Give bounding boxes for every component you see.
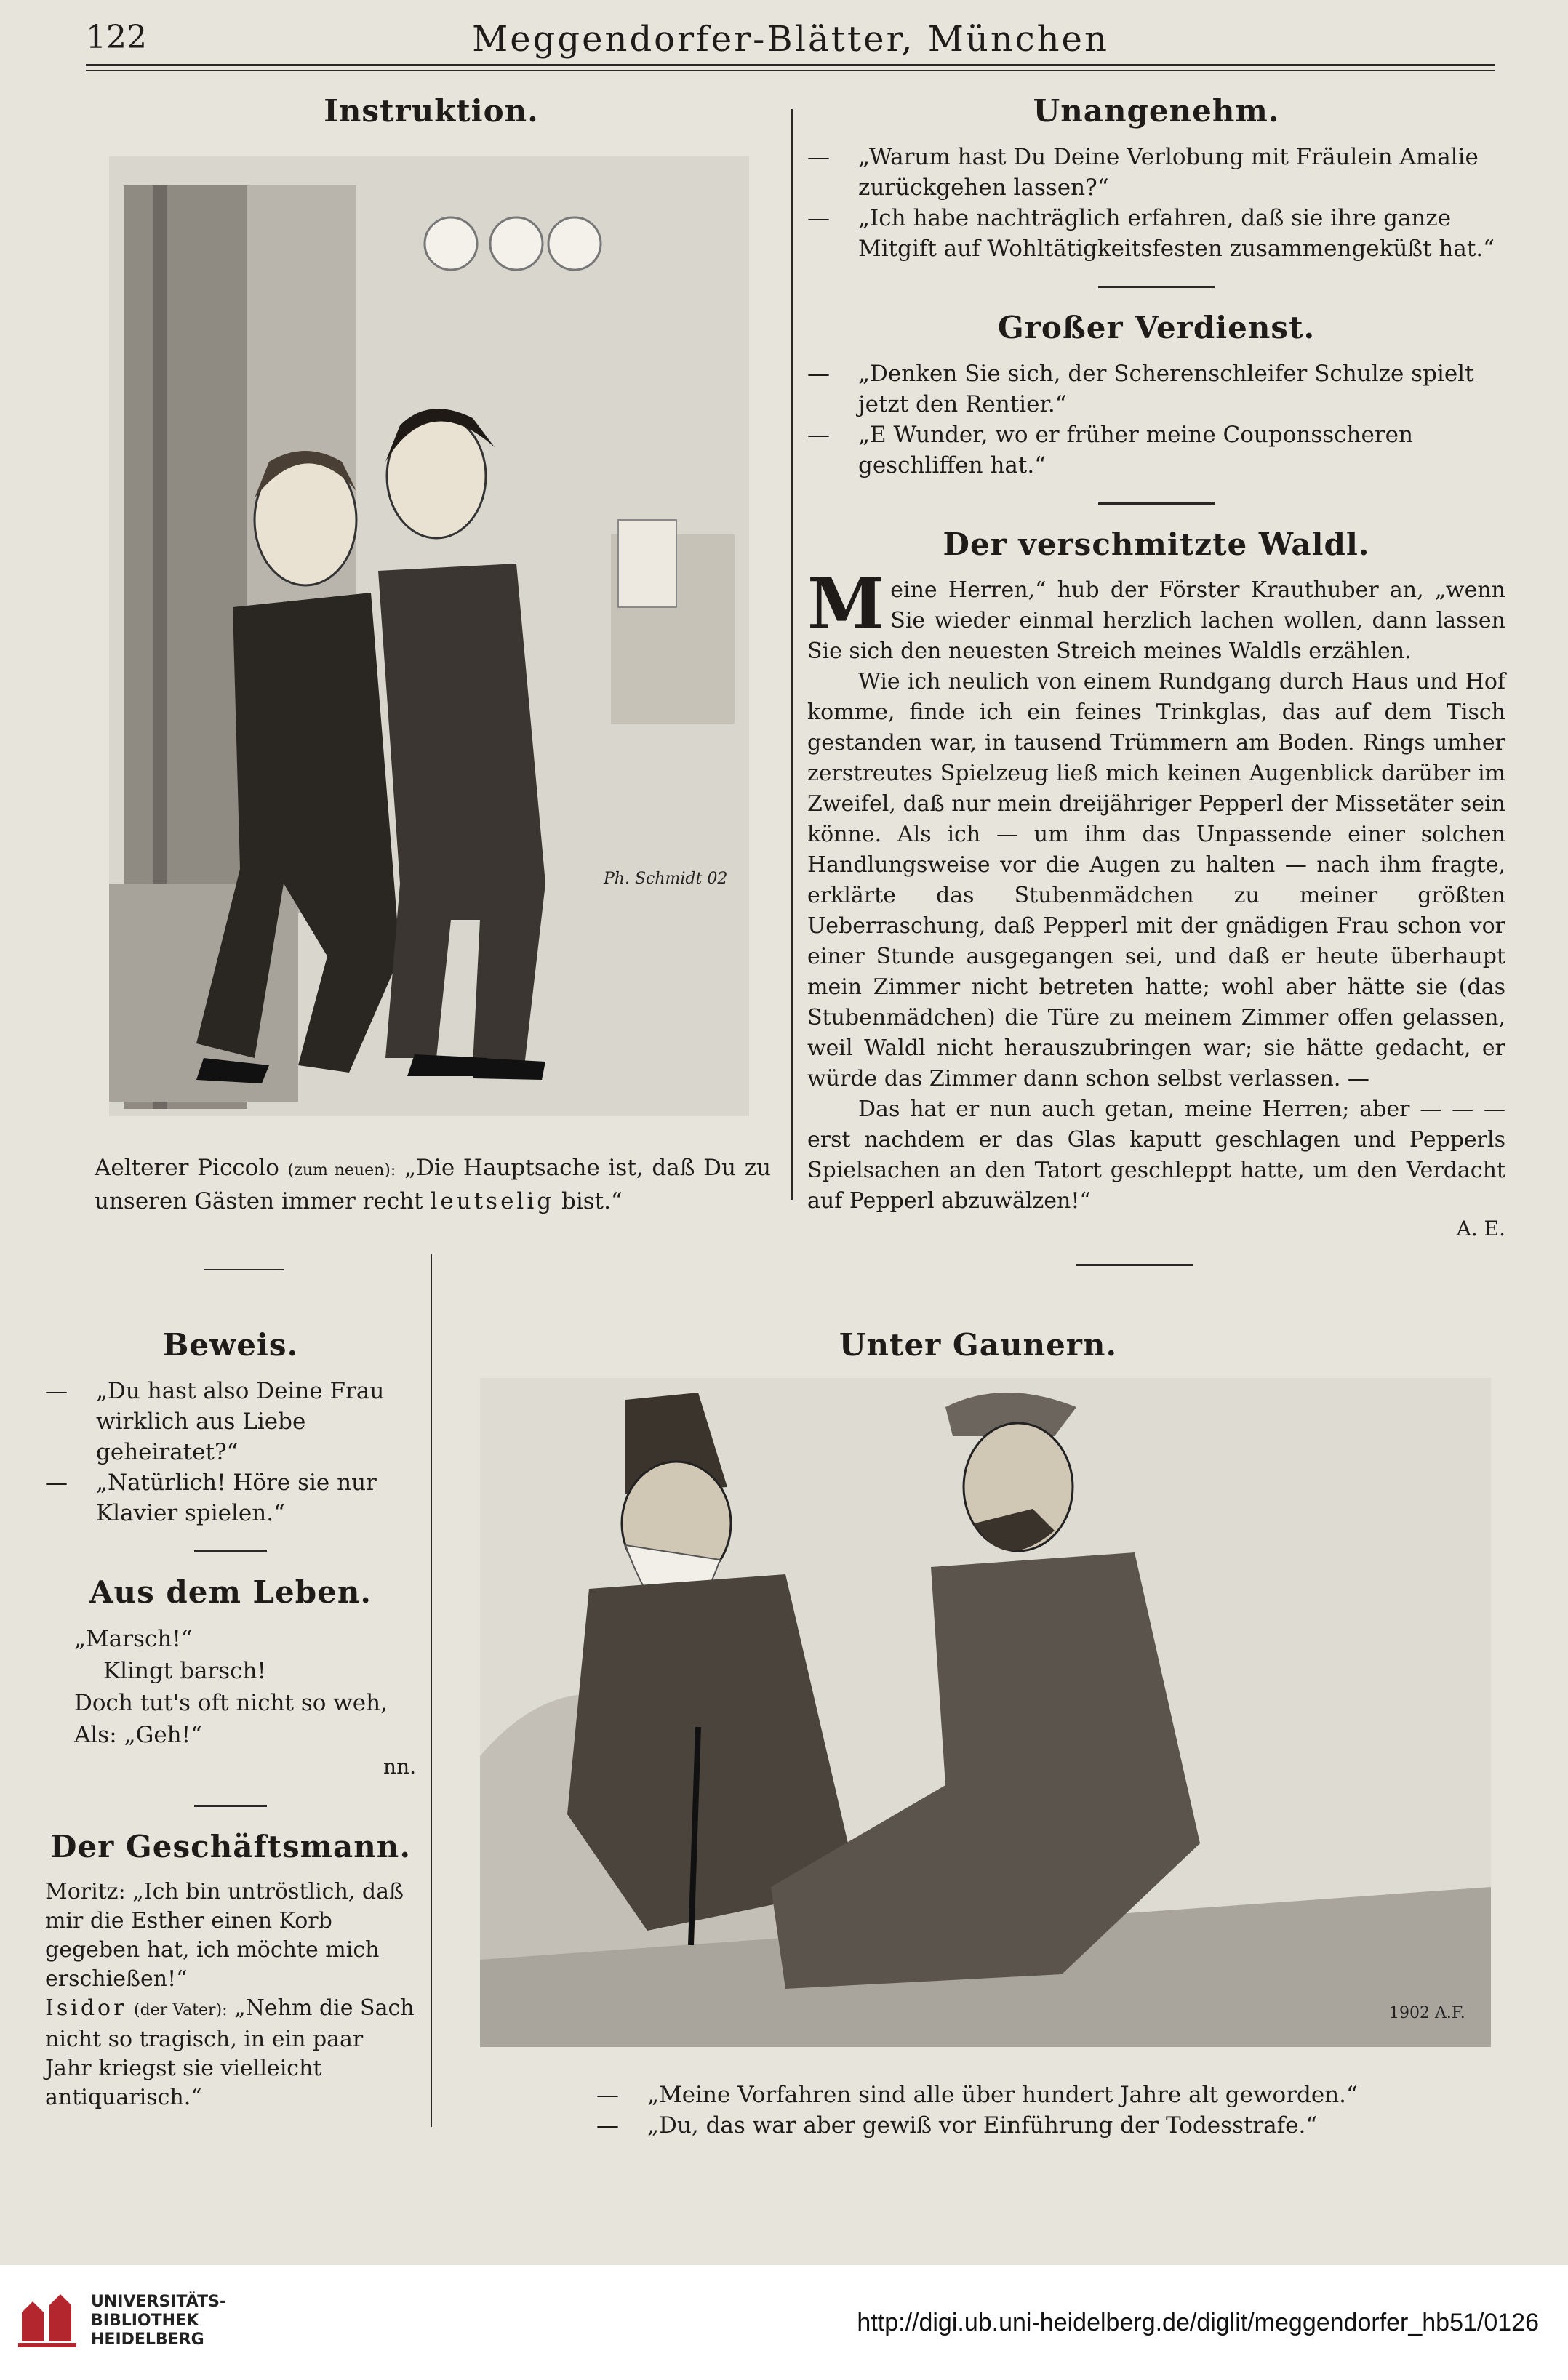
speech: „Nehm die Sach nicht so tragisch, in ein paar Jahr kriegst sie vielleicht antiquarisch.“ [45, 1995, 415, 2110]
section-separator [1098, 286, 1215, 288]
library-name-line: HEIDELBERG [91, 2331, 204, 2349]
dialogue-turn [45, 1878, 416, 1994]
source-url[interactable]: http://digi.ub.uni-heidelberg.de/diglit/meggendorfer_hb51/0126 [857, 2309, 1539, 2336]
section-instruktion [86, 93, 777, 129]
separator-left [204, 1269, 284, 1270]
poem-line: Klingt barsch! [103, 1658, 266, 1684]
dialogue-line: — „Du, das war aber gewiß vor Einführung der Todesstrafe.“ [596, 2110, 1440, 2141]
dialogue-line: — „Du hast also Deine Frau wirklich aus Liebe geheiratet?“ [45, 1376, 416, 1467]
piccolos-drawing [109, 156, 749, 1116]
speaker: Isidor [45, 1995, 127, 2021]
title-waldl: Der verschmitzte Waldl. [943, 526, 1370, 562]
paragraph-text: eine Herren,“ hub der Förster Krauthuber an, „wenn Sie wieder einmal herzlich lachen wollen, dann lassen Sie sich den neuesten Streich meines Waldls erzählen. [807, 577, 1505, 664]
speaker: Moritz: [45, 1879, 126, 1904]
library-logo-icon [15, 2291, 84, 2349]
journal-title: Meggendorfer-Blätter, München [472, 19, 1109, 60]
title-gauner: Unter Gaunern. [839, 1327, 1118, 1363]
title-leben: Aus dem Leben. [89, 1574, 372, 1610]
caption-spaced: leutselig [430, 1188, 555, 1214]
title-unangenehm: Unangenehm. [1033, 93, 1280, 129]
dialogue-verdienst [807, 358, 1505, 481]
dialogue-line: — „Ich habe nachträglich erfahren, daß sie ihre ganze Mitgift auf Wohltätigkeitsfesten zusammengeküßt hat.“ [807, 203, 1505, 264]
dialogue-turn [45, 1994, 416, 2112]
title-geschaeft: Der Geschäftsmann. [50, 1829, 411, 1864]
column-divider-top [791, 109, 793, 1200]
section-gauner [451, 1327, 1505, 1363]
poem-line: „Marsch!“ [74, 1626, 193, 1652]
separator-ornament [1076, 1264, 1193, 1266]
library-name [91, 2293, 226, 2349]
caption-text: „Die Hauptsache ist, daß Du zu unseren Gästen immer recht [95, 1155, 771, 1214]
speech: „Ich bin untröstlich, daß mir die Esther einen Korb gegeben hat, ich möchte mich erschießen!“ [45, 1879, 404, 1992]
title-beweis: Beweis. [162, 1327, 299, 1363]
dialogue-geschaeft [45, 1878, 416, 2112]
section-separator [194, 1805, 267, 1807]
caption-end: bist.“ [561, 1188, 623, 1214]
poem-signature: nn. [383, 1755, 416, 1779]
dialogue-line: — „Denken Sie sich, der Scherenschleifer Schulze spielt jetzt den Rentier.“ [807, 358, 1505, 420]
dialogue-line: — „Warum hast Du Deine Verlobung mit Fräulein Amalie zurückgehen lassen?“ [807, 142, 1505, 203]
header-rule [86, 64, 1495, 66]
gauner-drawing [480, 1378, 1491, 2047]
story-paragraph: Das hat er nun auch getan, meine Herren; aber — — — erst nachdem er das Glas kaputt geschlagen und Pepperls Spielsachen an den Tatort geschleppt hatte, um den Verdacht auf Pepperl abzuwälzen!“ [807, 1097, 1505, 1214]
library-name-line: UNIVERSITÄTS- [91, 2293, 227, 2311]
dialogue-unangenehm [807, 142, 1505, 264]
left-narrow-column [45, 1327, 416, 2112]
column-divider-bottom [431, 1254, 432, 2127]
artist-signature: 1902 A.F. [1389, 2004, 1465, 2022]
story-waldl [807, 563, 1505, 1241]
title-verdienst: Großer Verdienst. [997, 310, 1316, 345]
poem-leben [45, 1623, 416, 1783]
right-column-top [807, 93, 1505, 1241]
dialogue-line: — „E Wunder, wo er früher meine Couponsscheren geschliffen hat.“ [807, 420, 1505, 481]
story-paragraph [807, 563, 1505, 667]
story-signature: A. E. [1456, 1217, 1505, 1241]
caption-gauner [596, 2080, 1440, 2141]
page-header [86, 16, 1495, 60]
illustration-gauner [480, 1378, 1491, 2047]
dialogue-beweis [45, 1376, 416, 1528]
dialogue-line: — „Natürlich! Höre sie nur Klavier spielen.“ [45, 1467, 416, 1528]
page-number: 122 [86, 19, 147, 56]
caption-aside: (zum neuen): [287, 1161, 396, 1179]
dialogue-gauner [596, 2080, 1440, 2141]
poem-line: Doch tut's oft nicht so weh, [74, 1690, 388, 1716]
illustration-piccolos [109, 156, 749, 1116]
artist-signature: Ph. Schmidt 02 [604, 870, 728, 888]
caption-instruktion [95, 1153, 771, 1217]
section-separator [1098, 502, 1215, 505]
poem-line: Als: „Geh!“ [74, 1722, 202, 1748]
section-separator [194, 1550, 267, 1552]
library-footer [0, 2265, 1568, 2380]
caption-speaker: Aelterer Piccolo [95, 1155, 279, 1181]
header-rule-thin [86, 70, 1495, 71]
speaker-aside: (der Vater): [134, 2001, 228, 2019]
dialogue-line: — „Meine Vorfahren sind alle über hundert Jahre alt geworden.“ [596, 2080, 1440, 2110]
story-paragraph: Wie ich neulich von einem Rundgang durch Haus und Hof komme, finde ich ein feines Trinkglas, das auf dem Tisch gestanden war, in tausend Trümmern am Boden. Rings umher zerstreutes Spielzeug ließ mich keinen Augenblick darüber im Zweifel, daß nur mein dreijähriger Pepperl der Missetäter sein könne. Als ich — um ihm das Unpassende einer solchen Handlungsweise vor die Augen zu halten — nach ihm fragte, erklärte das Stubenmädchen zu meiner größten Ueberraschung, daß Pepperl mit der gnädigen Frau schon vor einer Stunde ausgegangen sei, und daß er heute überhaupt mein Zimmer nicht betreten hatte; wohl aber hätte sie (das Stubenmädchen) die Türe zu meinem Zimmer offen gelassen, weil Waldl nicht herauszubringen war; sie hätte gedacht, er würde das Zimmer dann schon selbst verlassen. — [807, 669, 1505, 1091]
section-title: Instruktion. [324, 93, 539, 129]
library-name-line: BIBLIOTHEK [91, 2312, 199, 2330]
drop-cap: M [807, 563, 885, 645]
